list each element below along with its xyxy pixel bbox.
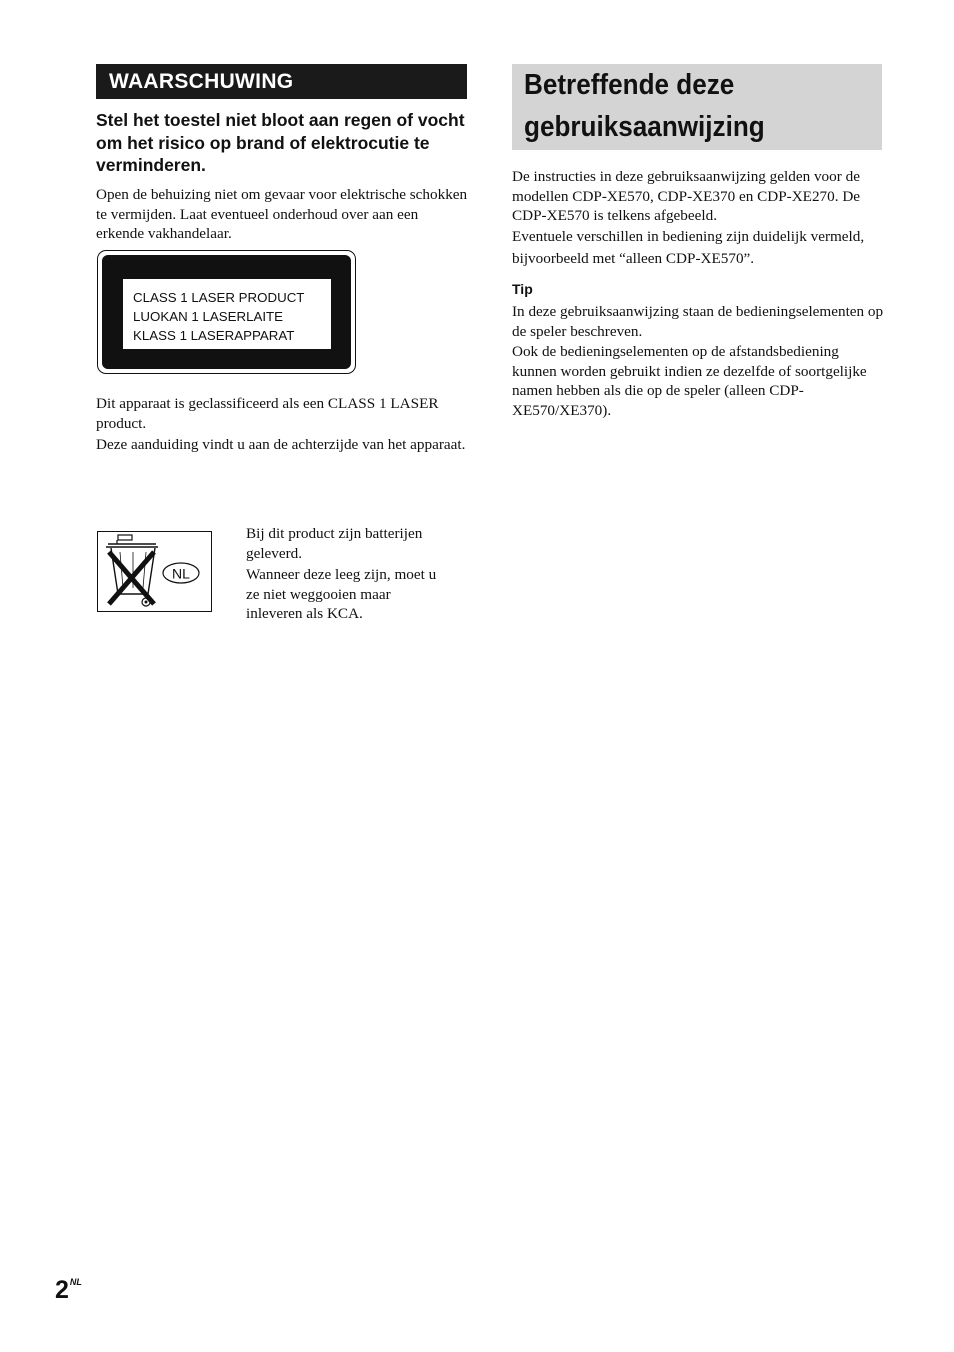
laser-label-line-3: KLASS 1 LASERAPPARAT (133, 328, 295, 343)
warning-lead: Stel het toestel niet bloot aan regen of vocht om het risico op brand of elektrocutie te verminderen. (96, 110, 465, 175)
battery-disposal-symbol (97, 531, 212, 612)
warning-paragraph: Open de behuizing niet om gevaar voor elektrische schokken te vermijden. Laat eventueel onderhoud over aan een erkende vakhandelaar. (96, 186, 468, 242)
page-number (55, 1276, 82, 1305)
laser-class-label (97, 250, 356, 374)
laser-location-paragraph: Deze aanduiding vindt u aan de achterzijde van het apparaat. (96, 436, 466, 453)
page-number-value: 2 (55, 1276, 69, 1304)
section-title-line-1: Betreffende deze (524, 69, 735, 101)
laser-class-paragraph: Dit apparaat is geclassificeerd als een CLASS 1 LASER product. (96, 395, 439, 432)
page-number-suffix: NL (69, 1277, 82, 1287)
section-title-line-2: gebruiksaanwijzing (524, 111, 765, 143)
tip-label: Tip (512, 281, 533, 297)
laser-label-line-1: CLASS 1 LASER PRODUCT (133, 290, 305, 305)
battery-text-1: Bij dit product zijn batterijen geleverd. (246, 525, 423, 562)
differences-paragraph: Eventuele verschillen in bediening zijn duidelijk vermeld, bijvoorbeeld met “alleen CDP-XE570”. (512, 228, 865, 267)
section-title (512, 64, 882, 150)
battery-country-code: NL (172, 565, 190, 582)
warning-header: WAARSCHUWING (96, 64, 467, 99)
tip-paragraph-2: Ook de bedieningselementen op de afstandsbediening kunnen worden gebruikt indien ze dezelfde of soortgelijke namen hebben als die op de speler (alleen CDP-XE570/XE370). (512, 343, 867, 419)
battery-text-2: Wanneer deze leeg zijn, moet u ze niet weggooien maar inleveren als KCA. (246, 566, 437, 622)
crossed-bin-icon (98, 532, 211, 611)
tip-paragraph-1: In deze gebruiksaanwijzing staan de bedieningselementen op de speler beschreven. (512, 303, 884, 340)
instructions-paragraph: De instructies in deze gebruiksaanwijzing gelden voor de modellen CDP-XE570, CDP-XE370 en CDP-XE270. De CDP-XE570 is telkens afgebeeld. (512, 168, 861, 224)
laser-label-line-2: LUOKAN 1 LASERLAITE (133, 309, 284, 324)
